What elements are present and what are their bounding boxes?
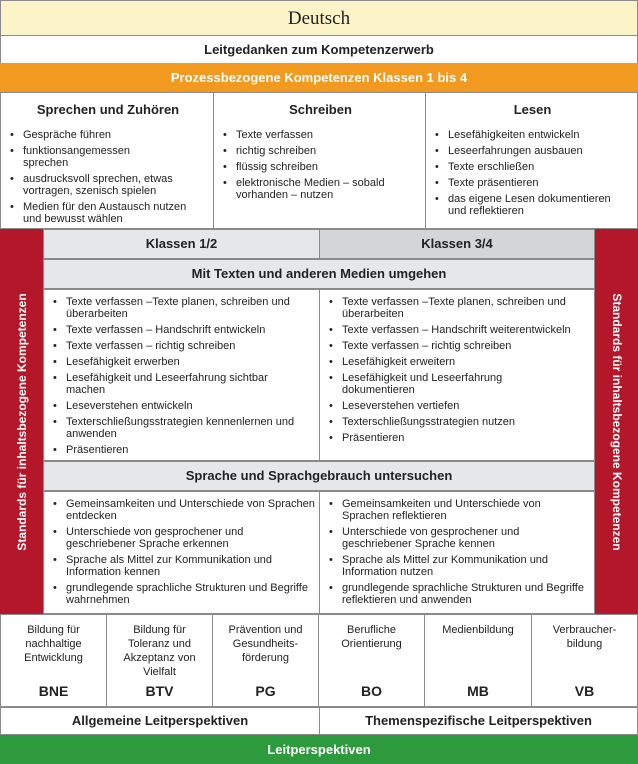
prozess-box-schreiben	[213, 92, 426, 229]
perspektive-label: Bildung für Toleranz und Akzeptanz von Vielfalt	[123, 624, 196, 678]
list-item: • Texte verfassen –Texte planen, schreiben und überarbeiten	[52, 296, 315, 320]
prozess-box-lesen	[425, 92, 638, 229]
list-item: • das eigene Lesen dokumentieren und reflektieren	[434, 193, 629, 217]
list-item: • Sprache als Mittel zur Kommunikation und Information nutzen	[328, 554, 590, 578]
side-label-right	[595, 229, 638, 614]
texte-klassen-1-2	[43, 289, 320, 461]
list-item: • Texte verfassen –Texte planen, schreiben und überarbeiten	[328, 296, 590, 320]
list-item: • Unterschiede von gesprochener und geschriebener Sprache erkennen	[52, 526, 315, 550]
list-item: • Unterschiede von gesprochener und geschriebener Sprache kennen	[328, 526, 590, 550]
list-item: • Texte erschließen	[434, 161, 631, 173]
perspektive-abbr: PG	[255, 683, 276, 699]
leitgedanken-heading: Leitgedanken zum Kompetenzerwerb	[0, 36, 638, 63]
list-item: • funktionsangemessen sprechen	[9, 145, 159, 169]
list-item: • Präsentieren	[52, 444, 315, 456]
list-item: • elektronische Medien – sobald vorhanden – nutzen	[222, 177, 402, 201]
prozess-heading: Sprechen und Zuhören	[36, 102, 180, 117]
sprache-klassen-1-2	[43, 491, 320, 614]
sprache-klassen-3-4	[319, 491, 595, 614]
list-item: • Texterschließungsstrategien kennenlernen und anwenden	[52, 416, 315, 440]
list-item: • Gespräche führen	[9, 129, 207, 141]
list-item: • Texte verfassen – Handschrift weiterentwickeln	[328, 324, 590, 336]
perspektive-abbr: BO	[361, 683, 382, 699]
section-heading-sprache: Sprache und Sprachgebrauch untersuchen	[43, 461, 595, 491]
list-item: • Texte verfassen	[222, 129, 419, 141]
perspektive-vb	[531, 614, 638, 707]
texte-list-3-4	[328, 296, 590, 444]
list-item: • grundlegende sprachliche Strukturen und Begriffe reflektieren und anwenden	[328, 582, 590, 606]
texte-klassen-3-4	[319, 289, 595, 461]
side-label-left	[0, 229, 43, 614]
list-item: • Lesefähigkeit und Leseerfahrung dokumentieren	[328, 372, 553, 396]
perspektive-pg	[212, 614, 319, 707]
perspektive-abbr: BTV	[145, 683, 174, 699]
prozess-heading: Schreiben	[289, 102, 352, 117]
list-item: • Lesefähigkeiten entwickeln	[434, 129, 631, 141]
themenspezifische-leitperspektiven: Themenspezifische Leitperspektiven	[319, 707, 638, 735]
list-item: • Texte verfassen – richtig schreiben	[52, 340, 315, 352]
list-item: • Texterschließungsstrategien nutzen	[328, 416, 590, 428]
prozess-list	[222, 129, 419, 201]
perspektive-bo	[318, 614, 425, 707]
klassen-3-4-header: Klassen 3/4	[319, 229, 595, 259]
leitperspektiven-footer: Leitperspektiven	[0, 735, 638, 764]
list-item: • Leseverstehen vertiefen	[328, 400, 590, 412]
perspektive-abbr: MB	[467, 683, 489, 699]
allgemeine-leitperspektiven: Allgemeine Leitperspektiven	[0, 707, 320, 735]
side-label-text: Standards für inhaltsbezogene Kompetenzen	[14, 292, 29, 551]
perspektive-label: Verbraucher-bildung	[552, 624, 617, 650]
list-item: • Medien für den Austausch nutzen und bewusst wählen	[9, 201, 194, 225]
perspektive-btv	[106, 614, 213, 707]
sprache-list-3-4	[328, 498, 590, 606]
list-item: • grundlegende sprachliche Strukturen und Begriffe wahrnehmen	[52, 582, 315, 606]
prozess-header: Prozessbezogene Kompetenzen Klassen 1 bis 4	[0, 63, 638, 92]
list-item: • Texte präsentieren	[434, 177, 631, 189]
perspektive-label: Berufliche Orientierung	[341, 624, 402, 650]
list-item: • Texte verfassen – richtig schreiben	[328, 340, 590, 352]
perspektive-bne	[0, 614, 107, 707]
klassen-1-2-header: Klassen 1/2	[43, 229, 320, 259]
perspektive-label: Bildung für nachhaltige Entwicklung	[24, 624, 83, 664]
texte-list-1-2	[52, 296, 315, 456]
perspektive-abbr: BNE	[38, 683, 69, 699]
list-item: • Präsentieren	[328, 432, 590, 444]
page-title: Deutsch	[0, 0, 638, 36]
list-item: • Texte verfassen – Handschrift entwickeln	[52, 324, 315, 336]
prozess-box-sprechen	[0, 92, 214, 229]
list-item: • Lesefähigkeit erwerben	[52, 356, 315, 368]
perspektive-mb	[424, 614, 532, 707]
list-item: • Leseverstehen entwickeln	[52, 400, 315, 412]
perspektive-label: Prävention und Gesundheits-förderung	[228, 624, 303, 664]
side-label-text: Standards für inhaltsbezogene Kompetenzen	[609, 292, 624, 551]
prozess-list	[9, 129, 207, 225]
perspektive-abbr: VB	[574, 683, 595, 699]
list-item: • Lesefähigkeit und Leseerfahrung sichtbar machen	[52, 372, 287, 396]
list-item: • richtig schreiben	[222, 145, 419, 157]
sprache-list-1-2	[52, 498, 315, 606]
prozess-list	[434, 129, 631, 217]
section-heading-texte: Mit Texten und anderen Medien umgehen	[43, 259, 595, 289]
list-item: • Sprache als Mittel zur Kommunikation und Information kennen	[52, 554, 315, 578]
prozess-heading: Lesen	[513, 102, 552, 117]
list-item: • Lesefähigkeit erweitern	[328, 356, 590, 368]
list-item: • flüssig schreiben	[222, 161, 419, 173]
list-item: • Gemeinsamkeiten und Unterschiede von Sprachen reflektieren	[328, 498, 590, 522]
list-item: • Gemeinsamkeiten und Unterschiede von Sprachen entdecken	[52, 498, 315, 522]
list-item: • ausdrucksvoll sprechen, etwas vortragen, szenisch spielen	[9, 173, 184, 197]
list-item: • Leseerfahrungen ausbauen	[434, 145, 631, 157]
perspektive-label: Medienbildung	[442, 624, 514, 636]
